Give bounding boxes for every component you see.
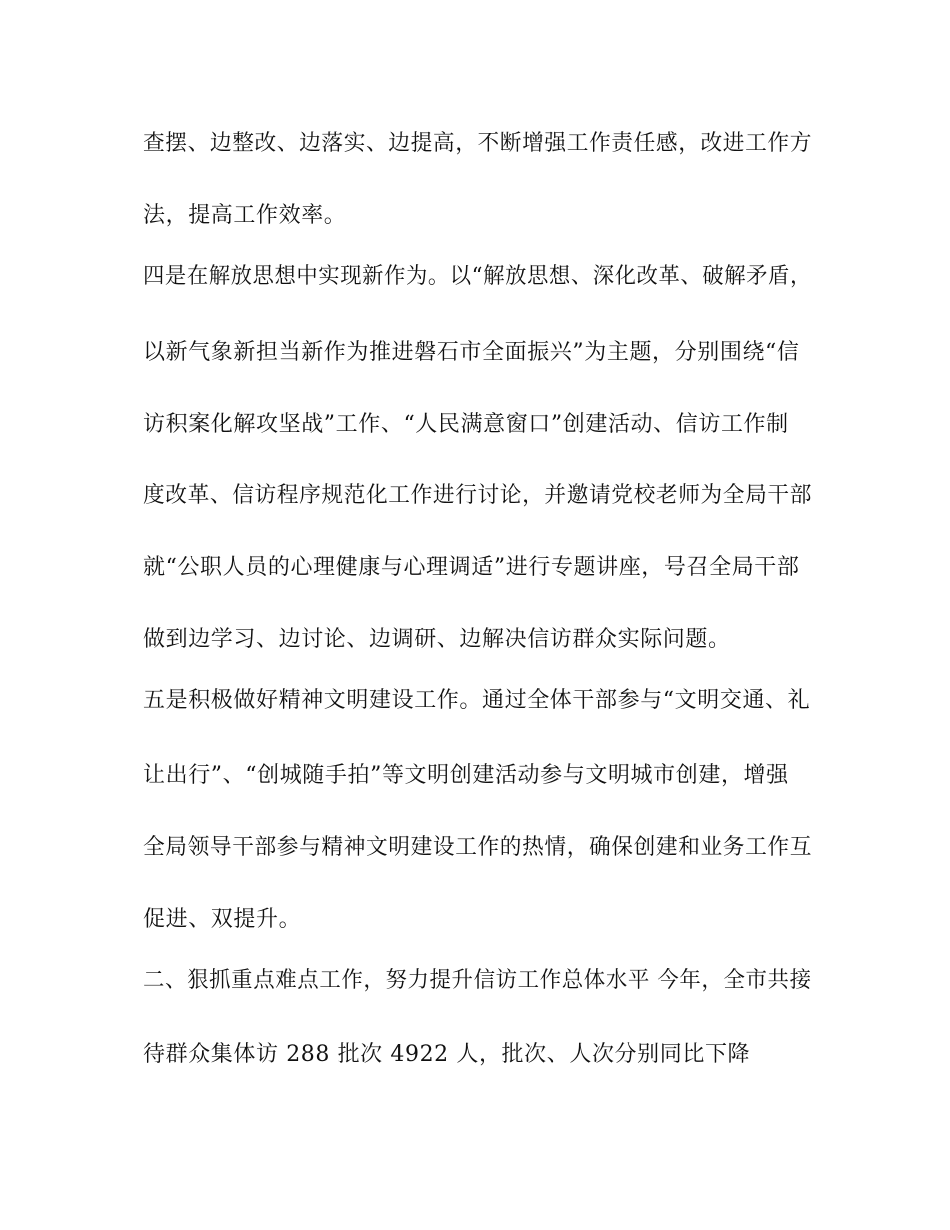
text-line-2: 法，提高工作效率。 [143,203,347,228]
text-line-13: 二、狠抓重点难点工作，努力提升信访工作总体水平 今年，全市共接 [143,968,812,993]
text-line-7: 就“公职人员的心理健康与心理调适”进行专题讲座，号召全局干部 [143,555,800,580]
text-line-4: 以新气象新担当新作为推进磐石市全面振兴”为主题，分别围绕“信 [143,340,800,365]
text-line-9: 五是积极做好精神文明建设工作。通过全体干部参与“文明交通、礼 [143,688,811,713]
text-line-6: 度改革、信访程序规范化工作进行讨论，并邀请党校老师为全局干部 [143,483,813,508]
text-line-10: 让出行”、“创城随手拍”等文明创建活动参与文明城市创建，增强 [143,763,789,788]
text-line-11: 全局领导干部参与精神文明建设工作的热情，确保创建和业务工作互 [143,835,813,860]
text-line-5: 访积案化解攻坚战”工作、“人民满意窗口”创建活动、信访工作制 [143,412,789,437]
text-line-3: 四是在解放思想中实现新作为。以“解放思想、深化改革、破解矛盾， [143,264,812,289]
text-line-14: 待群众集体访 288 批次 4922 人，批次、人次分别同比下降 [143,1042,751,1067]
text-line-8: 做到边学习、边讨论、边调研、边解决信访群众实际问题。 [143,627,731,652]
text-line-1: 查摆、边整改、边落实、边提高，不断增强工作责任感，改进工作方 [143,131,813,156]
text-line-12: 促进、双提升。 [143,907,302,932]
